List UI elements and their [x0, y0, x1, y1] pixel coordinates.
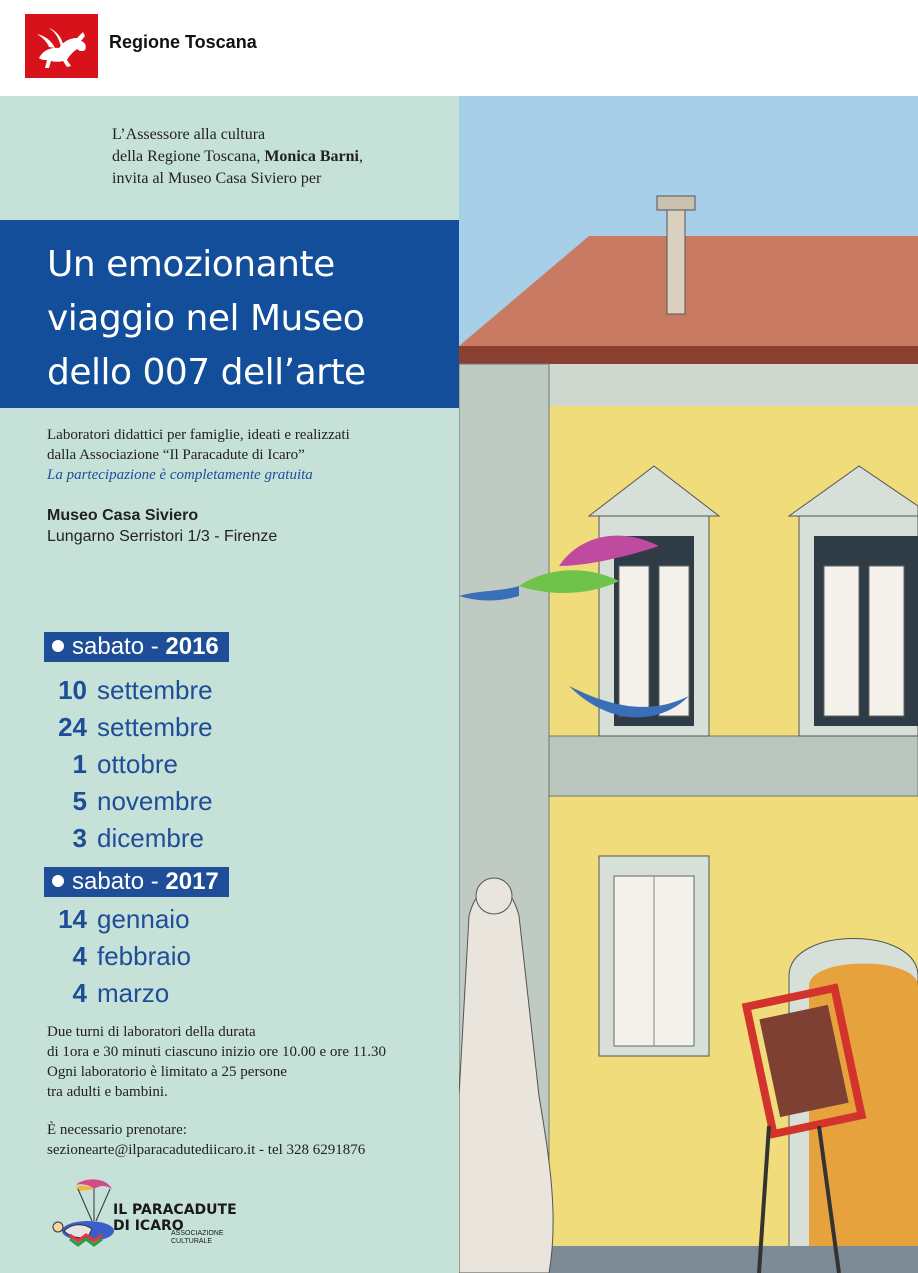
year-label: sabato -: [72, 633, 166, 660]
date-day: 24: [58, 712, 87, 742]
date-item: [47, 783, 213, 820]
regione-toscana-logo: [25, 14, 98, 78]
date-item: [47, 709, 213, 746]
date-month: ottobre: [97, 749, 178, 779]
desc-line-2: dalla Associazione “Il Paracadute di Icaro”: [47, 447, 305, 463]
date-day: 4: [72, 941, 87, 971]
title-line-3: dello 007 dell’arte: [47, 352, 366, 393]
date-month: marzo: [97, 978, 170, 1008]
year-value: 2017: [165, 868, 219, 895]
date-day: 10: [58, 675, 87, 705]
date-item: [47, 820, 204, 857]
assessore-name: Monica Barni: [264, 148, 359, 165]
schedule-line-4: tra adulti e bambini.: [47, 1084, 168, 1100]
date-item: [47, 746, 178, 783]
date-month: gennaio: [97, 904, 190, 934]
free-participation-note: La partecipazione è completamente gratuita: [47, 467, 313, 483]
date-day: 4: [72, 978, 87, 1008]
schedule-line-2: di 1ora e 30 minuti ciascuno inizio ore 10.00 e ore 11.30: [47, 1044, 386, 1060]
year-badge-2016: [44, 632, 229, 662]
date-month: settembre: [97, 712, 213, 742]
partner-name-line-1: IL PARACADUTE: [113, 1202, 237, 1218]
venue-name: Museo Casa Siviero: [47, 507, 199, 524]
title-line-2: viaggio nel Museo: [47, 298, 365, 339]
title-line-1: Un emozionante: [47, 244, 335, 285]
date-item: [47, 975, 169, 1012]
booking-label: È necessario prenotare:: [47, 1122, 187, 1138]
intro-line-2-prefix: della Regione Toscana,: [112, 148, 265, 165]
event-description: [47, 425, 350, 485]
intro-line-1: L’Assessore alla cultura: [112, 126, 266, 143]
desc-line-1: Laboratori didattici per famiglie, ideati e realizzati: [47, 427, 350, 443]
schedule-line-3: Ogni laboratorio è limitato a 25 persone: [47, 1064, 287, 1080]
event-title: [47, 238, 452, 400]
date-item: [47, 672, 213, 709]
year-label: sabato -: [72, 868, 166, 895]
pegasus-icon: [25, 14, 98, 78]
schedule-line-1: Due turni di laboratori della durata: [47, 1024, 256, 1040]
date-item: [47, 938, 191, 975]
date-month: febbraio: [97, 941, 191, 971]
region-name: Regione Toscana: [109, 32, 257, 52]
header: [0, 0, 918, 96]
date-day: 1: [72, 749, 87, 779]
schedule-info: [47, 1022, 386, 1102]
intro-line-3: invita al Museo Casa Siviero per: [112, 170, 322, 187]
bullet-icon: [52, 875, 64, 887]
venue-address: Lungarno Serristori 1/3 - Firenze: [47, 528, 278, 545]
partner-subtitle: ASSOCIAZIONE CULTURALE: [171, 1230, 224, 1245]
date-day: 3: [72, 823, 87, 853]
date-month: dicembre: [97, 823, 204, 853]
date-month: novembre: [97, 786, 213, 816]
venue: [47, 505, 277, 547]
bullet-icon: [52, 640, 64, 652]
intro-line-2-suffix: ,: [358, 148, 363, 165]
date-day: 5: [72, 786, 87, 816]
date-day: 14: [58, 904, 87, 934]
date-item: [47, 901, 190, 938]
museum-facade-illustration: [459, 96, 918, 1273]
intro-line-2: [112, 146, 363, 168]
date-month: settembre: [97, 675, 213, 705]
intro-text: [112, 124, 363, 190]
booking-contact[interactable]: sezionearte@ilparacadutediicaro.it - tel 328 6291876: [47, 1142, 366, 1158]
partner-name-line-2: DI ICARO: [113, 1218, 184, 1234]
year-badge-2017: [44, 867, 229, 897]
year-value: 2016: [165, 633, 219, 660]
booking-info: [47, 1120, 365, 1160]
